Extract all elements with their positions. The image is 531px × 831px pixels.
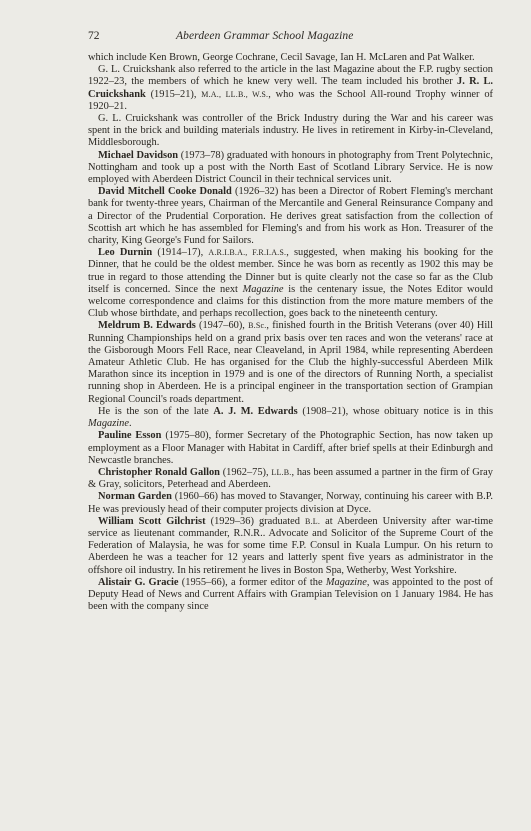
paragraph (88, 430, 493, 467)
paragraph (88, 247, 493, 320)
paragraph (88, 150, 493, 187)
paragraph (88, 64, 493, 113)
text-name: David Mitchell Cooke Donald (98, 186, 232, 198)
text-run: He is the son of the late (98, 405, 214, 417)
text-italic: Magazine (325, 576, 367, 588)
text-run: (1908–21), whose obituary notice is in this (297, 405, 493, 417)
paragraph (88, 52, 493, 64)
paragraph (88, 491, 493, 515)
text-name: Leo Durnin (98, 247, 153, 259)
text-name: J. R. L. Cruickshank (88, 76, 493, 100)
paragraph (88, 320, 493, 405)
text-run: (1962–75), (219, 466, 272, 478)
notes-body (88, 52, 493, 613)
paragraph (88, 516, 493, 577)
text-degrees: M.A., LL.B., W.S. (201, 89, 269, 99)
text-run: (1973–78) graduated with honours in photography from Trent Polytechnic, Nottingham and took up a post with the North East of Scotland Library Service. He is now employed with Aberdeen District Council in their technical services unit. (88, 149, 493, 186)
text-degrees: LL.B. (271, 467, 292, 477)
text-run: , who was the School All-round Trophy winner of 1920–21. (88, 88, 493, 112)
text-name: Christopher Ronald Gallon (98, 466, 220, 478)
text-degrees: A.R.I.B.A., F.R.I.A.S. (208, 248, 287, 258)
text-name: Meldrum B. Edwards (98, 320, 196, 332)
text-run: (1947–60), (195, 320, 249, 332)
text-run: (1915–21), (145, 88, 202, 100)
text-run: G. L. Cruickshank also referred to the article in the last Magazine about the F.P. rugby section 1922–23, the members of which he knew very well. The team included his brother (88, 64, 493, 88)
text-name: Alistair G. Gracie (98, 576, 179, 588)
text-italic: Magazine (88, 418, 129, 430)
paragraph (88, 113, 493, 150)
text-run: G. L. Cruickshank was controller of the Brick Industry during the War and his career was spent in the brick and building materials industry. He lives in retirement in Kirby-in-Cleveland, Middlesborough. (88, 113, 493, 149)
text-run: (1955–66), a former editor of the (178, 576, 326, 588)
text-run: is the centenary issue, the Notes Editor would welcome correspondence and claims for this distinction from the more mature members of the Club whose birthdate, and perhaps recollection, goes back to the nineteenth century. (88, 283, 493, 320)
text-name: Michael Davidson (98, 149, 179, 161)
text-italic: Magazine (242, 283, 284, 295)
text-run: (1975–80), former Secretary of the Photographic Section, has now taken up employment as a Floor Manager with Habitat in Cardiff, after brief spells at their Edinburgh and Newcastle branches. (88, 430, 494, 466)
paragraph (88, 186, 493, 247)
page-number: 72 (88, 30, 100, 42)
page-header (88, 30, 493, 42)
text-degrees: B.Sc. (248, 321, 267, 331)
text-degrees: B.L. (305, 516, 321, 526)
text-run: at Aberdeen University after war-time service as lieutenant commander, R.N.R.. Advocate and Solicitor of the Supreme Court of the Federation of Malaysia, he was for some time F.P. Consul in Kuala Lumpur. On his return to Aberdeen he was a teacher for 12 years and latterly spent five years as administrator in the offshore oil industry. In his retirement he lives in Boston Spa, Wetherby, West Yorkshire. (88, 515, 493, 576)
text-run: , was appointed to the post of Deputy Head of News and Current Affairs with Grampian Television on 1 January 1984. He has been with the company since (88, 576, 493, 613)
text-run: (1929–36) graduated (205, 515, 306, 527)
text-run: , has been assumed a partner in the firm of Gray & Gray, solicitors, Peterhead and Aberdeen. (88, 466, 493, 491)
text-run: (1960–66) has moved to Stavanger, Norway, continuing his career with B.P. He was previously head of their computer projects division at Dyce. (88, 491, 493, 515)
text-name: William Scott Gilchrist (98, 515, 206, 527)
text-run: (1914–17), (152, 247, 209, 259)
text-name: A. J. M. Edwards (213, 405, 298, 417)
text-run: , finished fourth in the British Veterans (over 40) Hill Running Championships held on a grand prix basis over ten races and won the veterans' race at the Gisborough Moors Fell Race, near Cleaveland, in April 1984, while representing Aberdeen Amateur Athletic Club. He has organised for the Club the highly-successful Aberdeen Milk Marathon since its inception in 1979 and is one of the directors of Running North, a specialist running shop in Aberdeen. He is a principal engineer in the transportation section of Grampian Regional Council's roads department. (88, 320, 493, 405)
paragraph (88, 467, 493, 491)
paragraph (88, 577, 493, 614)
text-run: which include Ken Brown, George Cochrane, Cecil Savage, Ian H. McLaren and Pat Walker. (88, 52, 475, 63)
paragraph (88, 406, 493, 430)
running-title: Aberdeen Grammar School Magazine (176, 30, 354, 42)
text-name: Pauline Esson (98, 430, 162, 442)
text-name: Norman Garden (98, 491, 172, 503)
text-run: , suggested, when making his booking for the Dinner, that he could be the oldest member. Since he was born as recently as 1902 this may be true in regard to those attending the Dinner but is quite clearly not the case so far as the Club itself is concerned. Since the next (88, 247, 493, 295)
text-run: . (128, 418, 132, 430)
text-run: (1926–32) has been a Director of Robert Fleming's merchant bank for twenty-three years, Chairman of the Mercantile and General Reinsurance Company and a Director of the Prudential Corporation. He derives great satisfaction from the collection of Scottish art which he has assembled for Fleming's and from his work as Hon. Treasurer of the charity, King George's Fund for Sailors. (88, 186, 493, 247)
